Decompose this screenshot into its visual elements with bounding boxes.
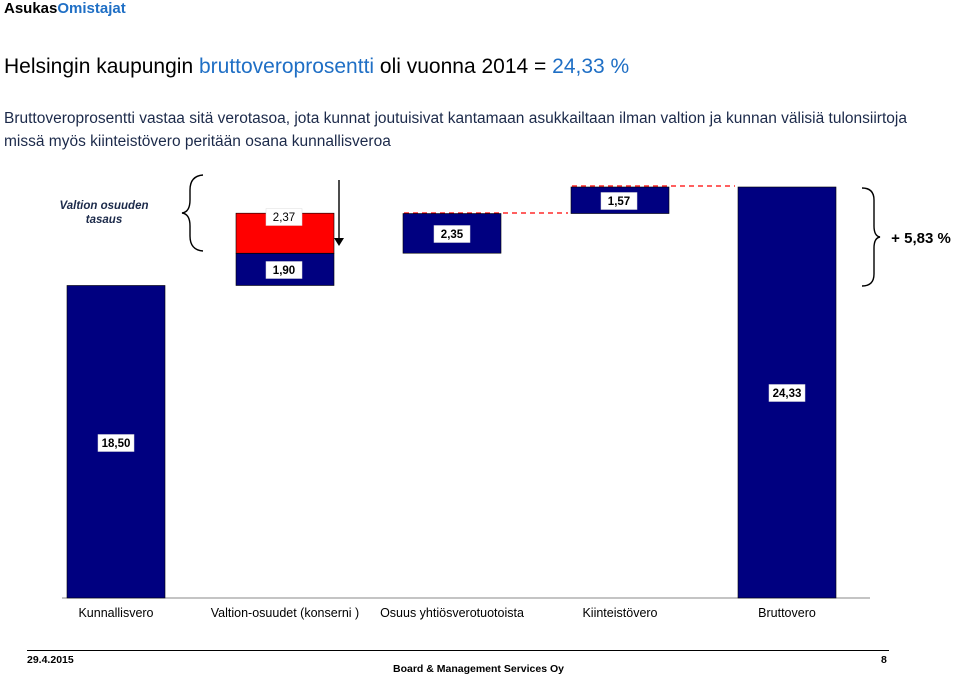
- category-yhteisovero: Osuus yhtiösverotuotoista: [380, 606, 524, 620]
- category-valtionosuudet: Valtion-osuudet (konserni ): [210, 606, 360, 620]
- value-label-kunnallisvero: 18,50: [101, 438, 131, 450]
- arrow-head: [334, 238, 344, 246]
- category-kunnallisvero: Kunnallisvero: [78, 606, 154, 620]
- title-middle: oli vuonna 2014 =: [374, 55, 553, 78]
- annotation-increase: + 5,83 %: [891, 230, 951, 247]
- value-label-yhteisovero: 2,35: [440, 229, 464, 241]
- annotation-valtion-line1: Valtion osuuden: [59, 200, 149, 212]
- annotation-valtion-line2: tasaus: [85, 214, 123, 226]
- footer-company: Board & Management Services Oy: [393, 663, 564, 675]
- value-label-bruttovero: 24,33: [772, 388, 802, 400]
- brand-part2: Omistajat: [57, 0, 126, 17]
- value-label-valtion-tasaus: 2,37: [272, 212, 296, 224]
- value-label-kiinteistovero: 1,57: [607, 196, 631, 208]
- title-highlight-2: 24,33 %: [552, 55, 630, 78]
- page-subtitle: Bruttoveroprosentti vastaa sitä verotasoa, jota kunnat joutuisivat kantamaan asukkailtaan ilman valtion ja kunnan välisiä tulonsiirtoja missä myös kiinteistövero peritään osana kunnallisveroa: [4, 110, 907, 150]
- title-highlight-1: bruttoveroprosentti: [198, 55, 375, 78]
- brand-part1: Asukas: [4, 0, 58, 17]
- category-bruttovero: Bruttovero: [758, 606, 816, 620]
- footer-date: 29.4.2015: [27, 654, 74, 666]
- brace-right: [862, 188, 880, 286]
- page-number: 8: [881, 654, 887, 666]
- footer-divider: [27, 650, 889, 651]
- value-label-valtionosuudet: 1,90: [272, 265, 296, 277]
- category-kiinteistovero: Kiinteistövero: [582, 606, 658, 620]
- brace-left: [182, 175, 203, 251]
- title-prefix: Helsingin kaupungin: [4, 55, 199, 78]
